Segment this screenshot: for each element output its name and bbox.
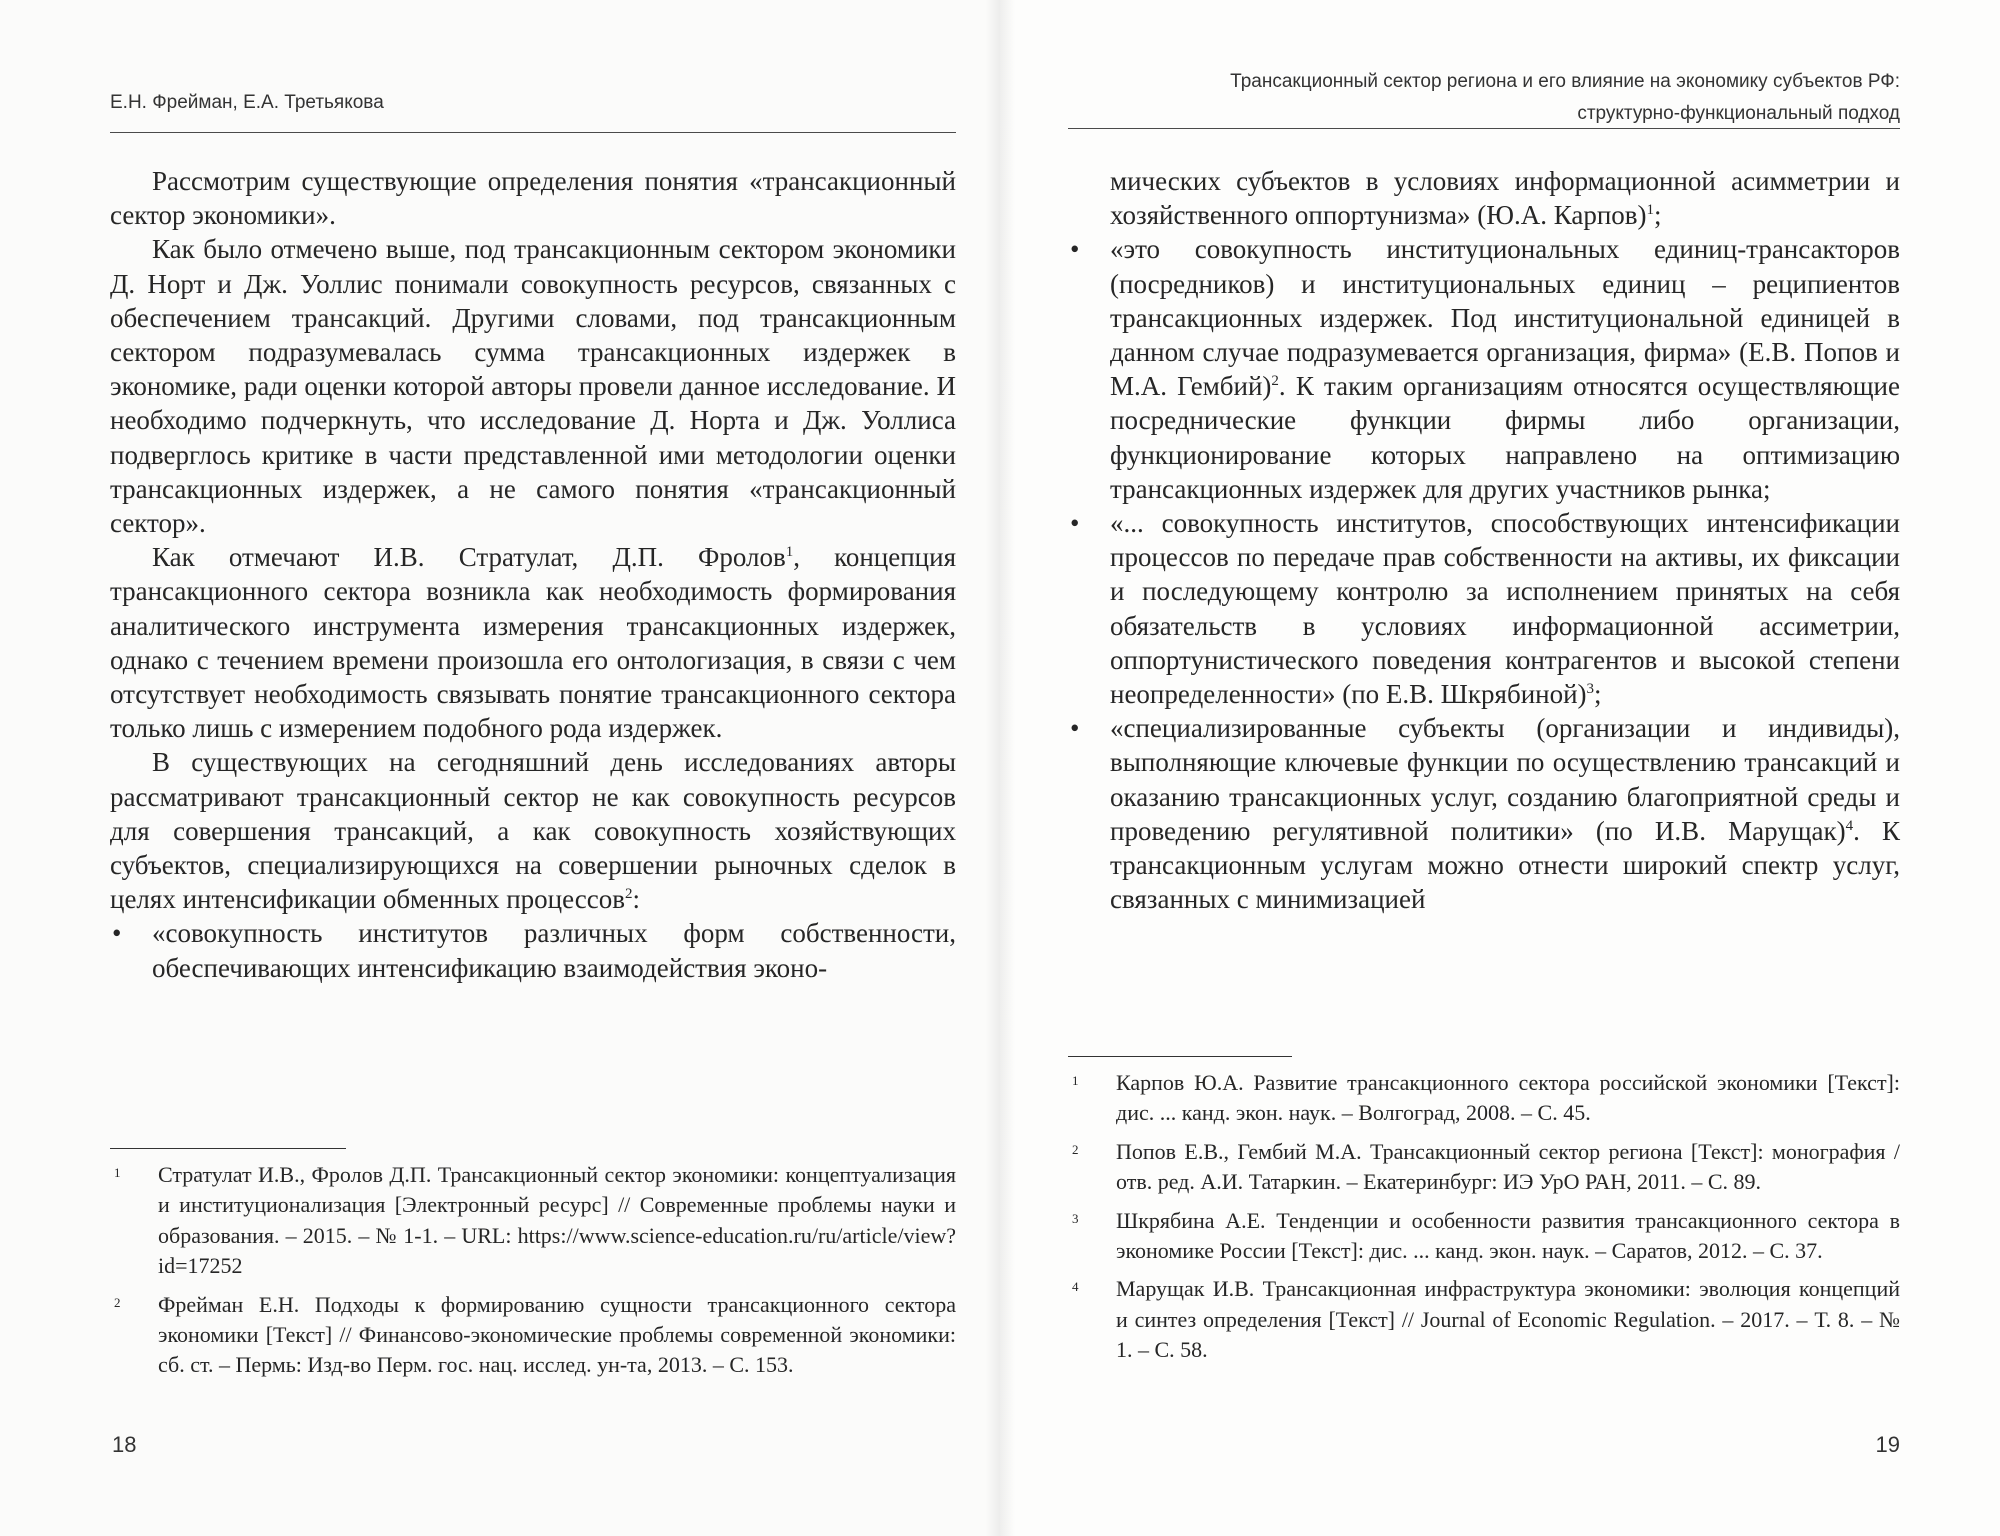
footnote-ref: 1 <box>785 544 794 561</box>
paragraph: мических субъектов в условиях информационной асимметрии и хозяйственного оппортунизма» (Ю.А. Карпов)$^1$; <box>1110 166 1900 231</box>
footnote: 3 Шкрябина А.Е. Тенденции и особенности развития трансакционного сектора в экономике России [Текст]: дис. ... канд. экон. наук. – Саратов, 2012. – С. 37. <box>1072 1207 1900 1264</box>
list-item: • «совокупность институтов различных форм собственности, обеспечивающих интенсификацию взаимодействия эконо- <box>112 918 956 983</box>
footnote-rule <box>1068 1056 1292 1057</box>
bullet-icon: • <box>1070 508 1080 539</box>
footnote: 2 Фрейман Е.Н. Подходы к формированию сущности трансакционного сектора экономики [Текст] // Финансово-экономические проблемы современной экономики: сб. ст. – Пермь: Изд-во Перм. гос. нац. исслед. ун-та, 2013. – С. 153. <box>114 1291 956 1378</box>
header-rule <box>1068 128 1900 129</box>
footnote: 1 Карпов Ю.А. Развитие трансакционного сектора российской экономики [Текст]: дис. ... канд. экон. наук. – Волгоград, 2008. – С. 45. <box>1072 1070 1900 1126</box>
list-item: • «... совокупность институтов, способствующих интенсификации процессов по передаче прав собственности на активы, их фиксации и последующему контролю за исполнением принятых на себя обязательств в условиях информационной ассиметрии, оппортунистического поведения контрагентов и высокой степени неопределенности» (по Е.В. Шкрябиной)$^3$; <box>1070 508 1900 710</box>
list-item: • «специализированные субъекты (организации и индивиды), выполняющие ключевые функции по осуществлению трансакций и оказанию трансакционных услуг, созданию благоприятной среды и проведению регулятивной политики» (по И.В. Марущак)$^4$. К трансакционным услугам можно отнести широкий спектр услуг, связанных с минимизацией <box>1070 713 1900 915</box>
running-head-title: Трансакционный сектор региона и его влияние на экономику субъектов РФ: структурно-функциональный подход <box>1230 71 1900 124</box>
footnote-ref: 3 <box>1586 681 1595 698</box>
bullet-icon: • <box>1070 713 1080 744</box>
footnote-ref: 2 <box>624 886 633 903</box>
running-head-authors: Е.Н. Фрейман, Е.А. Третьякова <box>110 92 384 113</box>
page-number: 19 <box>1875 1432 1900 1457</box>
footnote-ref: 4 <box>1845 817 1854 834</box>
footnote: 4 Марущак И.В. Трансакционная инфраструктура экономики: эволюция концепций и синтез определения [Текст] // Journal of Economic Regulation. – 2017. – Т. 8. – № 1. – С. 58. <box>1072 1276 1900 1363</box>
paragraph: Рассмотрим существующие определения понятия «трансакционный сектор экономики». <box>110 166 956 231</box>
bullet-icon: • <box>112 918 122 949</box>
page-number: 18 <box>112 1432 137 1457</box>
left-body-text <box>110 164 956 985</box>
footnote-rule <box>110 1148 346 1149</box>
bullet-icon: • <box>1070 234 1080 265</box>
book-gutter <box>985 0 1015 1536</box>
paragraph: Как отмечают И.В. Стратулат, Д.П. Фролов$^1$, концепция трансакционного сектора возникла как необходимость формирования аналитического инструмента измерения трансакционных издержек, однако с течением времени произошла его онтологизация, в связи с чем отсутствует необходимость связывать понятие трансакционного сектора только лишь с измерением подобного рода издержек. <box>110 542 956 744</box>
paragraph: Как было отмечено выше, под трансакционным сектором экономики Д. Норт и Дж. Уоллис понимали совокупность ресурсов, связанных с обеспечением трансакций. Другими словами, под трансакционным сектором подразумевалась сумма трансакционных издержек в экономике, ради оценки которой авторы провели данное исследование. И необходимо подчеркнуть, что исследование Д. Норта и Дж. Уоллиса подверглось критике в части представленной ими методологии оценки трансакционных издержек, а не самого понятия «трансакционный сектор». <box>110 234 956 539</box>
right-body-text <box>1068 164 1900 916</box>
footnote-ref: 1 <box>1646 202 1655 219</box>
footnote: 2 Попов Е.В., Гембий М.А. Трансакционный сектор региона [Текст]: монография / отв. ред. А.И. Татаркин. – Екатеринбург: ИЭ УрО РАН, 2011. – С. 89. <box>1072 1138 1900 1195</box>
list-item: • «это совокупность институциональных единиц-трансакторов (посредников) и институциональных единиц – реципиентов трансакционных издержек. Под институциональной единицей в данном случае подразумевается организация, фирма» (Е.В. Попов и М.А. Гембий)$^2$. К таким организациям относятся осуществляющие посреднические функции фирмы либо организации, функционирование которых направлено на оптимизацию трансакционных издержек для других участников рынка; <box>1070 234 1900 504</box>
left-footnotes <box>110 1160 956 1389</box>
right-footnotes <box>1068 1068 1900 1374</box>
paragraph: В существующих на сегодняшний день исследованиях авторы рассматривают трансакционный сектор не как совокупность ресурсов для совершения трансакций, а как совокупность хозяйствующих субъектов, специализирующихся на совершении рыночных сделок в целях интенсификации обменных процессов$^2$: <box>110 747 956 915</box>
header-rule <box>110 132 956 133</box>
footnote: 1 Стратулат И.В., Фролов Д.П. Трансакционный сектор экономики: концептуализация и институционализация [Электронный ресурс] // Современные проблемы науки и образования. – 2015. – № 1-1. – URL: https://www.science-education.ru/ru/article/view?id=17252 <box>114 1162 956 1279</box>
footnote-ref: 2 <box>1271 373 1279 390</box>
